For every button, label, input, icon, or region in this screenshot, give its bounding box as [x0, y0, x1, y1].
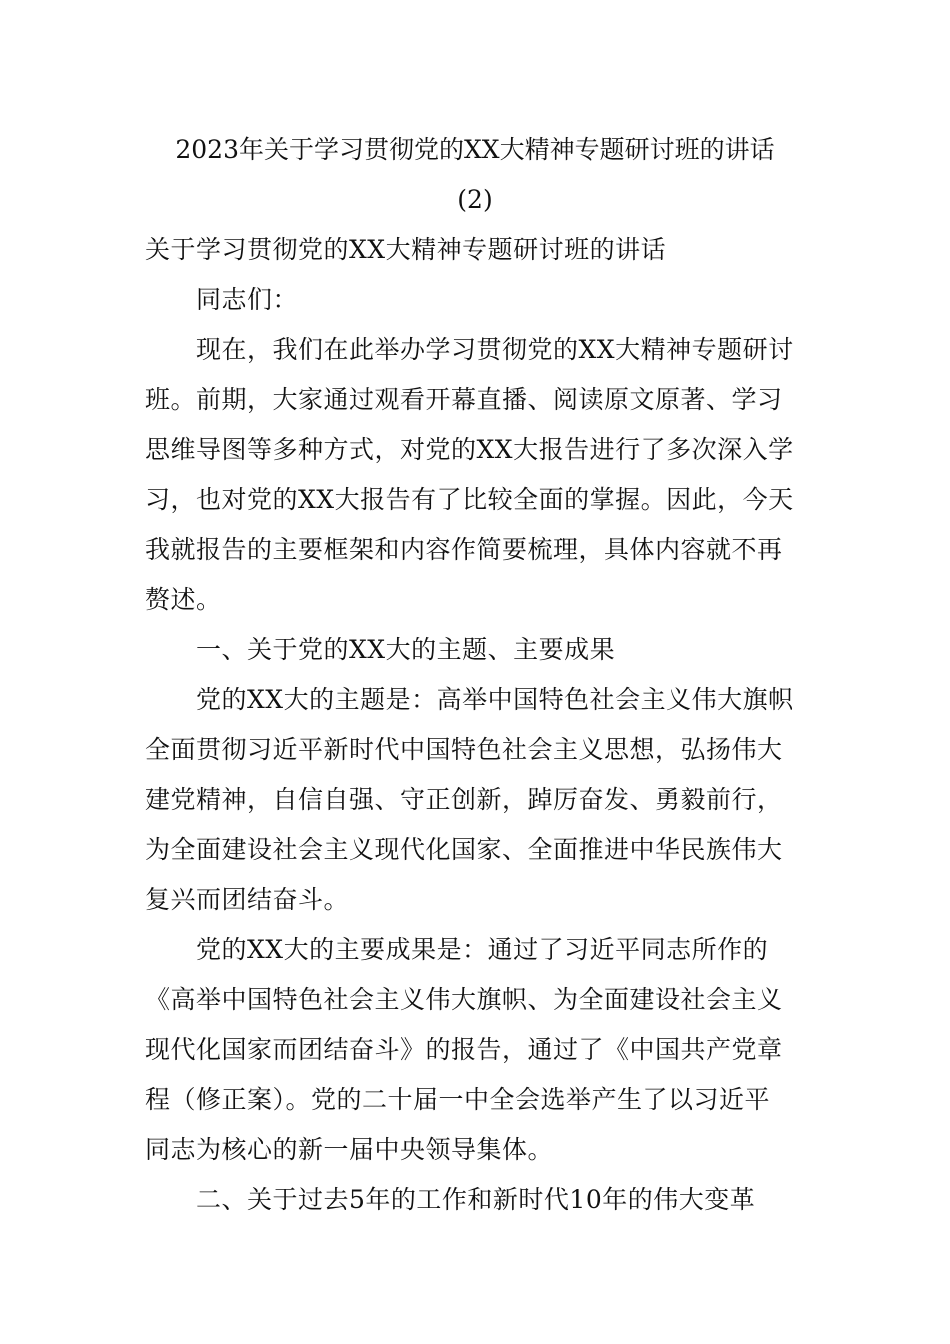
paragraph-line: 程（修正案）。党的二十届一中全会选举产生了以习近平 — [145, 1085, 771, 1114]
paragraph-line: 现在，我们在此举办学习贯彻党的XX大精神专题研讨 — [145, 335, 794, 364]
document-title-number: (2) — [457, 185, 493, 214]
paragraph-line: 我就报告的主要框架和内容作简要梳理，具体内容就不再 — [145, 535, 783, 564]
paragraph-line: 《高举中国特色社会主义伟大旗帜、为全面建设社会主义 — [145, 985, 783, 1014]
paragraph-line: 习，也对党的XX大报告有了比较全面的掌握。因此，今天 — [145, 485, 794, 514]
paragraph-line: 党的XX大的主要成果是：通过了习近平同志所作的 — [145, 935, 769, 964]
paragraph-line: 现代化国家而团结奋斗》的报告，通过了《中国共产党章 — [145, 1035, 783, 1064]
salutation-line: 同志们： — [145, 285, 299, 314]
paragraph-line: 思维导图等多种方式，对党的XX大报告进行了多次深入学 — [145, 435, 794, 464]
section-heading: 二、关于过去5年的工作和新时代10年的伟大变革 — [145, 1185, 756, 1214]
paragraph-line: 建党精神，自信自强、守正创新，踔厉奋发、勇毅前行， — [145, 785, 783, 814]
paragraph-line: 复兴而团结奋斗。 — [145, 885, 350, 914]
subtitle-line: 关于学习贯彻党的XX大精神专题研讨班的讲话 — [145, 235, 667, 264]
paragraph-line: 为全面建设社会主义现代化国家、全面推进中华民族伟大 — [145, 835, 783, 864]
paragraph-line: 班。前期，大家通过观看开幕直播、阅读原文原著、学习 — [145, 385, 783, 414]
section-heading: 一、关于党的XX大的主题、主要成果 — [145, 635, 616, 664]
paragraph-line: 赘述。 — [145, 585, 222, 614]
paragraph-line: 党的XX大的主题是：高举中国特色社会主义伟大旗帜 — [145, 685, 794, 714]
paragraph-line: 同志为核心的新一届中央领导集体。 — [145, 1135, 554, 1164]
document-title: 2023年关于学习贯彻党的XX大精神专题研讨班的讲话 — [175, 135, 775, 164]
paragraph-line: 全面贯彻习近平新时代中国特色社会主义思想，弘扬伟大 — [145, 735, 783, 764]
